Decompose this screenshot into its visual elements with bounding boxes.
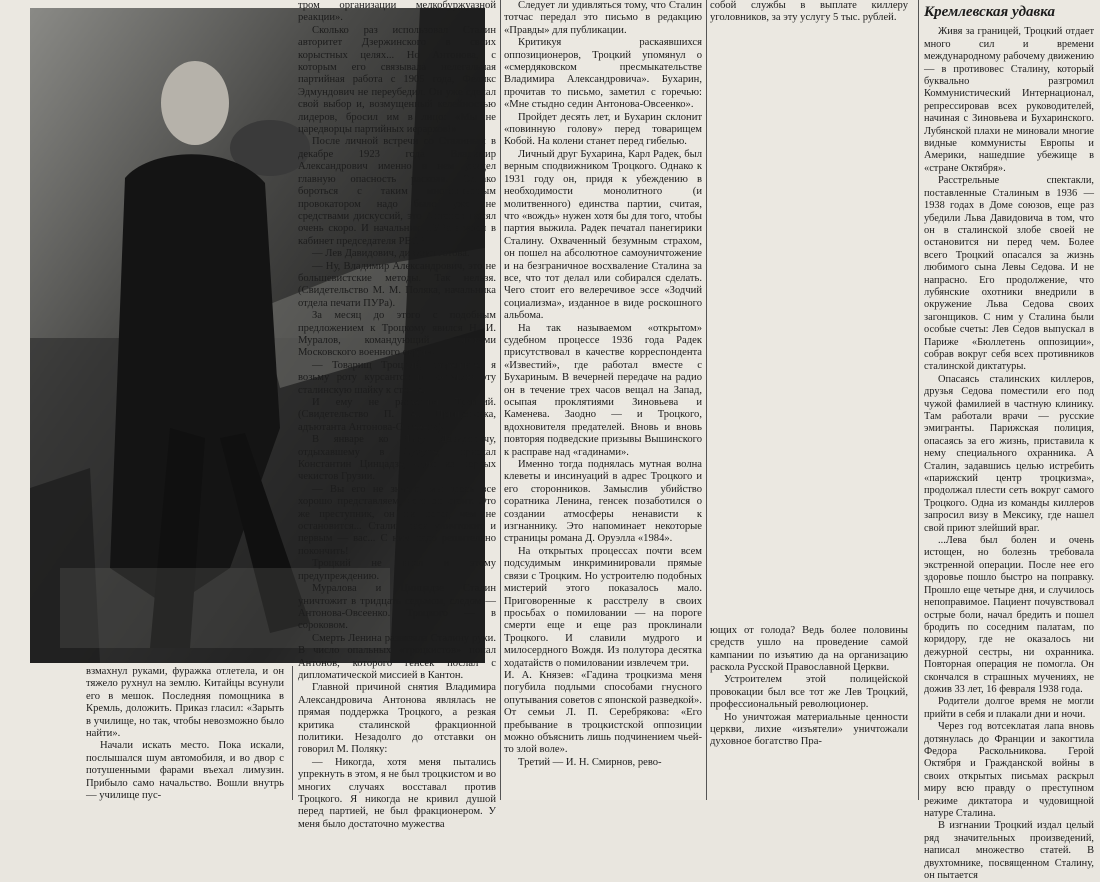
- column-rule: [706, 0, 707, 800]
- column-rule: [918, 0, 919, 800]
- paragraph: — Ну, Владимир Александрович, это не большевистские методы. Так нельзя. (Свидетельство М. М. Поляка, начальника отдела печати ПУРа).: [298, 260, 496, 309]
- article-column-under-photo: [86, 666, 284, 800]
- paragraph: Муралова и Цинцадзе Сталин уничтожит в тридцать седьмом, следом — Антонова-Овсеенко. Троцкого — в сороковом.: [298, 583, 496, 632]
- paragraph: — Вы его не знаете, мы здесь все хорошо представляем, чего он стоит. Это же преступник, он ни перед чем не остановится... Сталин всех уничтожит и первым — вас... С ним надо решительно покончить!: [298, 483, 496, 557]
- paragraph: Троцкий не внял и этому предупреждению.: [298, 558, 496, 582]
- paragraph: Критикуя раскаявшихся оппозиционеров, Троцкий упомянул о «смердяковском пресмыкательстве Владимира Александровича». Бухарин, прочитав то письмо, заметил с горечью: «Мне стыдно седин Антонова-Овсеенко».: [504, 37, 702, 111]
- paragraph: За месяц до этого с подобным предложением к Троцкому явился Н. И. Муралов, командующий войсками Московского военного округа:: [298, 310, 496, 359]
- paragraph: И ему не разрешил Троцкий. (Свидетельство П. А. Прищепчика, адъютанта Антонова-Овсеенко).: [298, 397, 496, 433]
- paragraph: Сколько раз использовал Сталин авторитет Дзержинского в своих корыстных целях... Но Антонова, с которым его связывала нелегальная партийная работа с 1905 года, Феликс Эдмундович не переубедил. Он уже сделал свой выбор и, возмущенный келейностью лидеров, бросил им в лицо: «Мы не царедворцы партийных иерархов!»: [298, 24, 496, 136]
- section-heading: Кремлевская удавка: [924, 4, 1055, 20]
- paragraph: На так называемом «открытом» судебном процессе 1936 года Радек присутствовал в качестве корреспондента «Известий», где работал вместе с Бухариным. В вечерней передаче на радио он в течение трех часов вещал на Запад, осыпая проклятиями Зиновьева и Каменева. Заодно — и Троцкого, вдохновителя предателей. Вновь и вновь повторяя подведские призывы Вышинского к расправе над «гадинами».: [504, 322, 702, 458]
- paragraph: Опасаясь сталинских киллеров, друзья Седова поместили его под чужой фамилией в частную клинику. Там работали врачи — русские эмигранты. Парижская полиция, опасаясь за его жизнь, приставила к нему специального охранника. А Сталин, задавшись целью истребить «парижский центр троцкизма», продолжал плести сеть вокруг самого Троцкого. Одна из команды киллеров запросил визу в Мексику, где нашел свой приют злейший враг.: [924, 373, 1094, 534]
- paragraph: — Никогда, хотя меня пытались упрекнуть в этом, я не был троцкистом и во многих случаях восставал против Троцкого. Я никогда не кривил душой перед партией, не был фракционером. У меня было достаточно мужества: [298, 756, 496, 830]
- paragraph: Начали искать место. Пока искали, послышался шум автомобиля, и во двор с потушенными фарами въехал лимузин. Прибыло само начальство. Вошли внутрь — училище пус-: [86, 740, 284, 802]
- paragraph: Личный друг Бухарина, Карл Радек, был верным сподвижником Троцкого. Однако к 1931 году он, придя к убеждению в необходимости монолитного (и молитвенного) единства партии, считая, что «вождь» нужен хотя бы для того, чтобы партия выжила. Радек печатал панегирики Сталину. Охваченный безумным страхом, он пошел на абсолютное самоуничтожение и на безграничное восхваление Сталина за все, что тот делал или собирался сделать. Чего стоит его велеречивое эссе «Зодчий социализма», изданное в виде роскошного альбома.: [504, 148, 702, 322]
- paragraph: Главной причиной снятия Владимира Александровича Антонова являлась не прямая поддержка Троцкого, а резкая критика сталинской фракционной политики. Незадолго до отставки он говорил М. Поляку:: [298, 682, 496, 756]
- paragraph: тром организации мелкобуржуазной реакции».: [298, 0, 496, 24]
- paragraph: Третий — И. Н. Смирнов, рево-: [518, 756, 662, 768]
- paragraph: — Лев Давидович, дивизия готова.: [312, 248, 470, 260]
- paragraph: Через год вотсеклатая лапа вновь дотянулась до Франции и закогтила Федора Раскольникова. Герой Октября и Гражданской войны в своих открытых письмах раскрыл миру всю правду о преступном режиме диктатора и чудовищной натуре Сталина.: [924, 721, 1094, 819]
- paragraph: Именно тогда поднялась мутная волна клеветы и инсинуаций в адрес Троцкого и его сторонников. Замыслив убийство соратника Ленина, генсек позаботился о создании атмосферы ненависти к изгнаннику. Это напоминает некоторые страницы романа Д. Оруэлла «1984».: [504, 459, 702, 545]
- paragraph: ющих от голода? Ведь более половины средств ушло на проведение самой кампании по изъятию да на организацию раскола Русской Православной Церкви.: [710, 624, 908, 674]
- paragraph: Родители долгое время не могли прийти в себя и плакали дни и ночи.: [924, 696, 1094, 720]
- column-rule: [500, 0, 501, 800]
- paragraph: — Товарищ Троцкий, разрешите, я возьму роту курсантов и поставлю эту сталинскую шайку к стенке.: [298, 359, 496, 396]
- paragraph: После личной встречи со Сталиным в декабре 1923 года Владимир Александрович именно в нем увидел главную опасность раскола. Однако бороться с таким многоопытным провокатором надо было уже не средствами дискуссий, это Антонов понял очень скоро. И начальник ПУРа явился в кабинет председателя РВСР:: [298, 136, 496, 247]
- paragraph: Смерть Ленина развязала Сталину руки. В число опальных «троцкистов» попал Антонов, которого генсек послал с дипломатической миссией в Кантон.: [298, 632, 496, 681]
- article-column-3: [504, 0, 702, 800]
- paragraph: В изгнании Троцкий издал целый ряд значительных произведений, написал множество статей. В двухтомнике, посвященном Сталину, он пытается: [924, 820, 1094, 882]
- paragraph: Устроителем этой полицейской провокации был все тот же Лев Троцкий, профессиональный революционер.: [710, 674, 908, 711]
- paragraph: От семьи Л. П. Серебрякова: «Его пребывание в троцкистской оппозиции можно объяснить лишь подчинением чьей-то злой воле».: [504, 707, 702, 756]
- paragraph: ...Лева был болен и очень истощен, но болезнь требовала экстренной операции. После нее его здоровье пошло быстро на поправку. Прошло еще четыре дня, и случилось непоправимое. Пациент почувствовал острые боли, начал бредить и пошел бродить по соседним палатам, по коридору, где не оказалось ни дежурной сестры, ни охранника. Повторная операция не помогла. Он скончался в страшных мучениях, не дожив 33 лет, 16 февраля 1938 года.: [924, 535, 1094, 695]
- paragraph: собой службы в выплате киллеру уголовников, за эту услугу 5 тыс. рублей.: [710, 0, 908, 24]
- article-column-2: [298, 0, 496, 830]
- paragraph: Следует ли удивляться тому, что Сталин тотчас передал это письмо в редакцию «Правды» для публикации.: [504, 0, 702, 36]
- paragraph: Расстрельные спектакли, поставленные Сталиным в 1936 — 1938 годах в Доме союзов, еще раз убедили Льва Давидовича в том, что он в сталинской злобе своей не остановится ни перед чем. Более всего Троцкий опасался за жизнь любимого сына Левы Седова. И не напрасно. Его продолжение, что лубянские охотники внедрили в окружение Льва Седова своих загонщиков. С ним у Сталина были особые счеты: Лев Седов выпускал в Париже «Бюллетень оппозиции», собрав вокруг себя всех противников сталинской диктатуры.: [924, 175, 1094, 373]
- paragraph: Но уничтожая материальные ценности церкви, лихие «изъятели» уничтожали духовное богатство Пра-: [710, 711, 908, 748]
- paragraph: И. А. Князев: «Гадина троцкизма меня погубила подлыми способами гнусного опутывания советов с японской разведкой».: [504, 669, 702, 706]
- paragraph: взмахнул руками, фуражка отлетела, и он тяжело рухнул на землю. Китайцы всунули его в мешок. Последняя помощника в Кремль, доложить. Приказ гласил: «Зарыть в училище, но так, чтобы невозможно было найти».: [86, 666, 284, 740]
- paragraph: Живя за границей, Троцкий отдает много сил и времени международному рабочему движению — в противовес Сталину, который буквально разгромил Коммунистический Интернационал, репрессировав всех руководителей, начиная с Зиновьева и Бухаринского. Лубянской плахи не миновали многие видные коммунисты Европы и Америки, нашедшие убежище в «стране Октября».: [924, 26, 1094, 174]
- article-column-4: [710, 0, 908, 800]
- paragraph: Пройдет десять лет, и Бухарин склонит «повинную голову» перед товарищем Кобой. На колени станет перед гибелью.: [504, 111, 702, 148]
- paragraph: На открытых процессах почти всем подсудимым инкриминировали прямые связи с Троцким. Но устроителю подобных мистерий этого показалось мало. Приговоренные к расстрелу в своих просьбах о помиловании — на пороге смерти еще и еще раз проклинали Троцкого. И славили мудрого и милосердного Вождя. Из полутора десятка ходатайств о помиловании извлечем три.: [504, 545, 702, 669]
- paragraph: В январе ко Льву Давидовичу, отдыхавшему в Сухуме, приехал Константин Цинцадзе, один из первых чекистов Грузии.: [298, 434, 496, 483]
- column-rule: [292, 666, 293, 800]
- article-column-5: [924, 0, 1094, 882]
